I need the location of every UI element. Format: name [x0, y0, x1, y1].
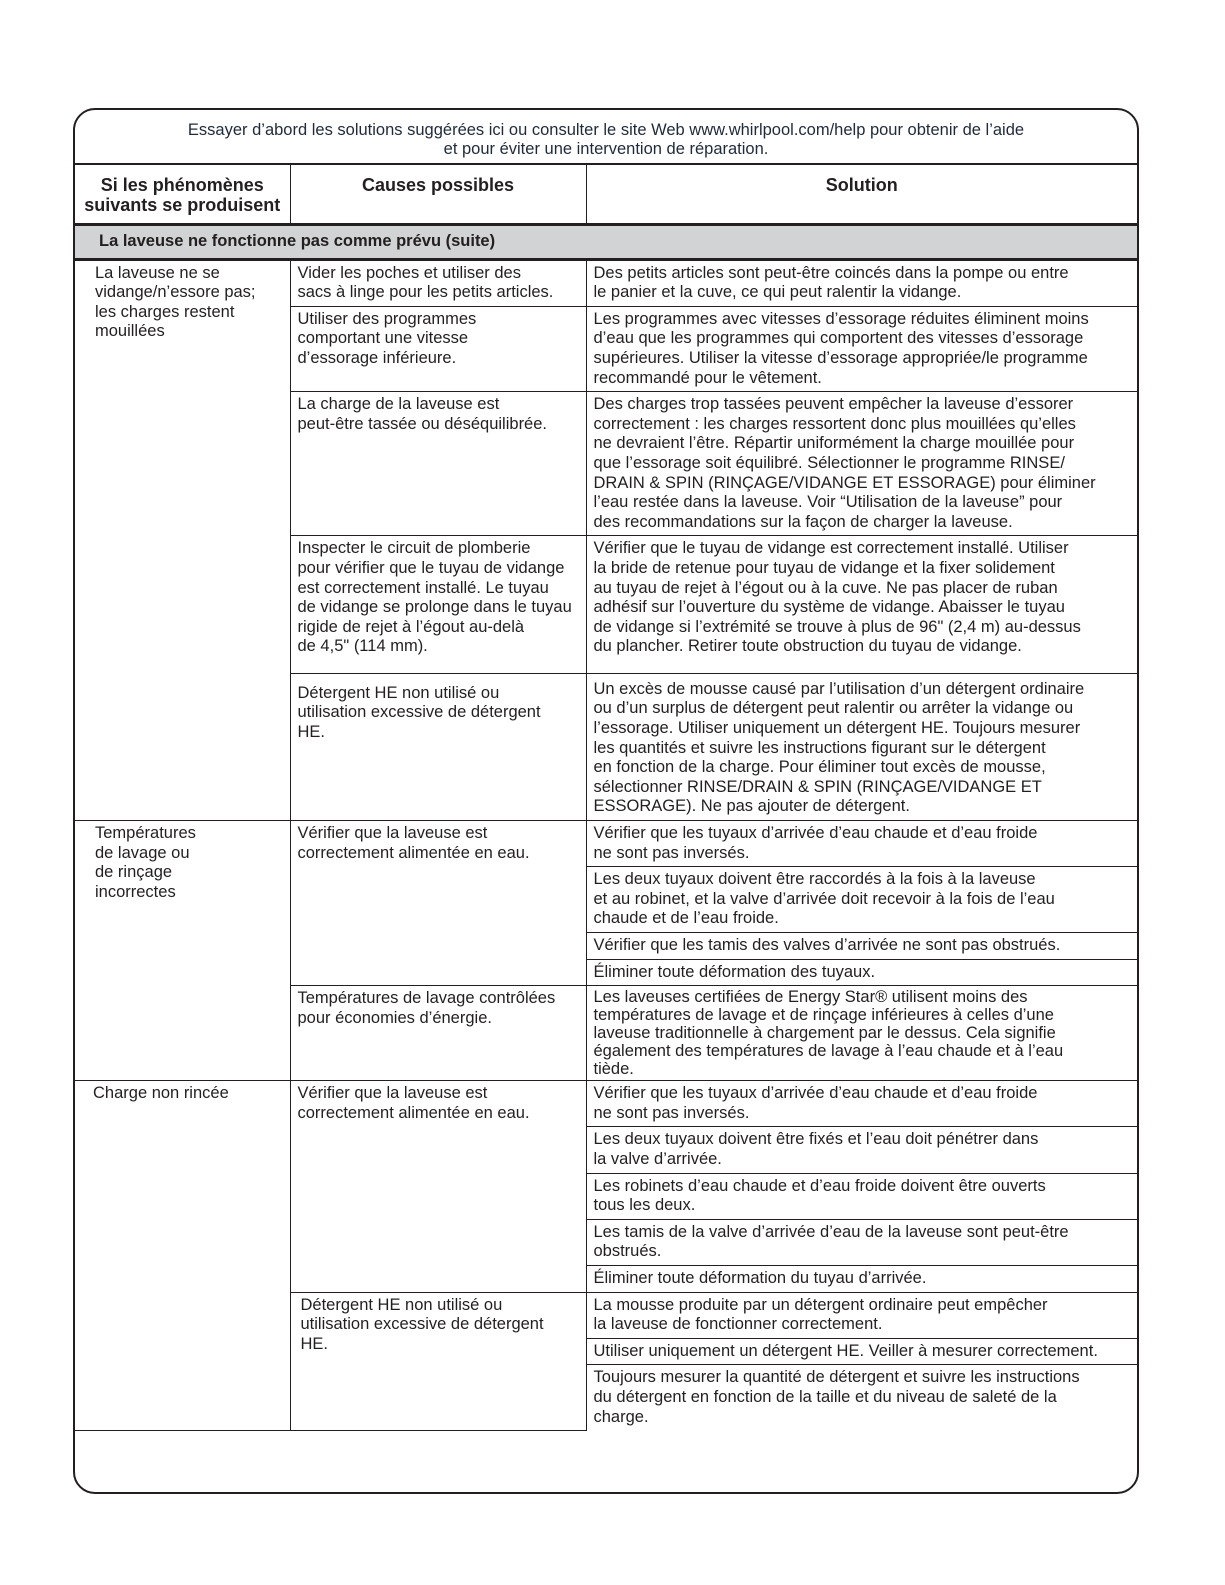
symptom-cell: Températures de lavage ou de rinçage incorrectes — [75, 821, 290, 1081]
cause-cell: La charge de la laveuse est peut-être tassée ou déséquilibrée. — [290, 392, 586, 536]
table-row — [75, 821, 1137, 867]
table-row — [75, 259, 1137, 306]
solution-cell: La mousse produite par un détergent ordinaire peut empêcher la laveuse de fonctionner correctement. — [586, 1292, 1137, 1338]
section-row — [75, 225, 1137, 260]
troubleshooting-table — [75, 165, 1137, 1431]
cause-cell: Vérifier que la laveuse est correctement alimentée en eau. — [290, 1081, 586, 1292]
solution-cell: Un excès de mousse causé par l’utilisation d’un détergent ordinaire ou d’un surplus de détergent peut ralentir ou arrêter la vidange ou l’essorage. Utiliser uniquement un détergent HE. Toujours mesurer les quantités et suivre les instructions figurant sur le détergent en fonction de la charge. Pour éliminer tout excès de mousse, sélectionner RINSE/DRAIN & SPIN (RINÇAGE/VIDANGE ET ESSORAGE). Ne pas ajouter de détergent. — [586, 673, 1137, 820]
solution-cell: Vérifier que les tuyaux d’arrivée d’eau chaude et d’eau froide ne sont pas inversés. — [586, 1081, 1137, 1127]
cause-cell: Inspecter le circuit de plomberie pour vérifier que le tuyau de vidange est correctement installé. Le tuyau de vidange se prolonge dans le tuyau rigide de rejet à l’égout au-delà de 4,5" (114 mm). — [290, 536, 586, 674]
solution-cell: Des petits articles sont peut-être coincés dans la pompe ou entre le panier et la cuve, ce qui peut ralentir la vidange. — [586, 259, 1137, 306]
header-cause: Causes possibles — [290, 165, 586, 225]
table-row — [75, 1081, 1137, 1127]
cause-cell: Vider les poches et utiliser des sacs à linge pour les petits articles. — [290, 259, 586, 306]
solution-cell: Vérifier que le tuyau de vidange est correctement installé. Utiliser la bride de retenue pour tuyau de vidange et la fixer solidement au tuyau de rejet à l’égout ou à la cuve. Ne pas placer de ruban adhésif sur l’ouverture du système de vidange. Abaisser le tuyau de vidange si l’extrémité se trouve à plus de 96" (2,4 m) au-dessus du plancher. Retirer toute obstruction du tuyau de vidange. — [586, 536, 1137, 674]
solution-cell: Éliminer toute déformation du tuyau d’arrivée. — [586, 1265, 1137, 1292]
table-header-row — [75, 165, 1137, 225]
solution-cell: Les deux tuyaux doivent être fixés et l’eau doit pénétrer dans la valve d’arrivée. — [586, 1127, 1137, 1173]
solution-cell: Éliminer toute déformation des tuyaux. — [586, 959, 1137, 986]
header-symptom: Si les phénomènes suivants se produisent — [75, 165, 290, 225]
solution-cell: Les tamis de la valve d’arrivée d’eau de la laveuse sont peut-être obstrués. — [586, 1219, 1137, 1265]
solution-cell: Vérifier que les tuyaux d’arrivée d’eau chaude et d’eau froide ne sont pas inversés. — [586, 821, 1137, 867]
cause-cell: Détergent HE non utilisé ou utilisation excessive de détergent HE. — [290, 1292, 586, 1430]
symptom-cell: Charge non rincée — [75, 1081, 290, 1430]
header-solution: Solution — [586, 165, 1137, 225]
solution-cell: Les deux tuyaux doivent être raccordés à la fois à la laveuse et au robinet, et la valve d’arrivée doit recevoir à la fois de l’eau chaude et de l’eau froide. — [586, 867, 1137, 933]
troubleshooting-table-frame — [73, 108, 1139, 1494]
symptom-cell: La laveuse ne se vidange/n’essore pas; les charges restent mouillées — [75, 259, 290, 820]
cause-cell: Détergent HE non utilisé ou utilisation excessive de détergent HE. — [290, 673, 586, 820]
solution-cell: Des charges trop tassées peuvent empêcher la laveuse d’essorer correctement : les charges ressortent donc plus mouillées qu’elles ne devraient l’être. Répartir uniformément la charge mouillée pour que l’essorage soit équilibré. Sélectionner le programme RINSE/ DRAIN & SPIN (RINÇAGE/VIDANGE ET ESSORAGE) pour éliminer l’eau restée dans la laveuse. Voir “Utilisation de la laveuse” pour des recommandations sur la façon de charger la laveuse. — [586, 392, 1137, 536]
cause-cell: Vérifier que la laveuse est correctement alimentée en eau. — [290, 821, 586, 986]
solution-cell: Les programmes avec vitesses d’essorage réduites éliminent moins d’eau que les programmes qui comportent des vitesses d’essorage supérieures. Utiliser la vitesse d’essorage appropriée/le programme recommandé pour le vêtement. — [586, 306, 1137, 391]
solution-cell: Toujours mesurer la quantité de détergent et suivre les instructions du détergent en fonction de la taille et du niveau de saleté de la charge. — [586, 1365, 1137, 1430]
solution-cell: Les robinets d’eau chaude et d’eau froide doivent être ouverts tous les deux. — [586, 1173, 1137, 1219]
solution-cell: Utiliser uniquement un détergent HE. Veiller à mesurer correctement. — [586, 1338, 1137, 1365]
intro-line-2: et pour éviter une intervention de réparation. — [443, 140, 769, 158]
solution-cell: Vérifier que les tamis des valves d’arrivée ne sont pas obstrués. — [586, 933, 1137, 960]
intro-note — [75, 110, 1137, 165]
solution-cell: Les laveuses certifiées de Energy Star® utilisent moins des températures de lavage et de rinçage inférieures à celles d’une laveuse traditionnelle à chargement par le dessus. Cela signifie également des températures de lavage à l’eau chaude et à l’eau tiède. — [586, 986, 1137, 1081]
cause-cell: Utiliser des programmes comportant une vitesse d’essorage inférieure. — [290, 306, 586, 391]
section-title: La laveuse ne fonctionne pas comme prévu (suite) — [75, 225, 1137, 260]
cause-cell: Températures de lavage contrôlées pour économies d’énergie. — [290, 986, 586, 1081]
intro-line-1: Essayer d’abord les solutions suggérées ici ou consulter le site Web www.whirlpool.com/help pour obtenir de l’aide — [187, 121, 1025, 139]
